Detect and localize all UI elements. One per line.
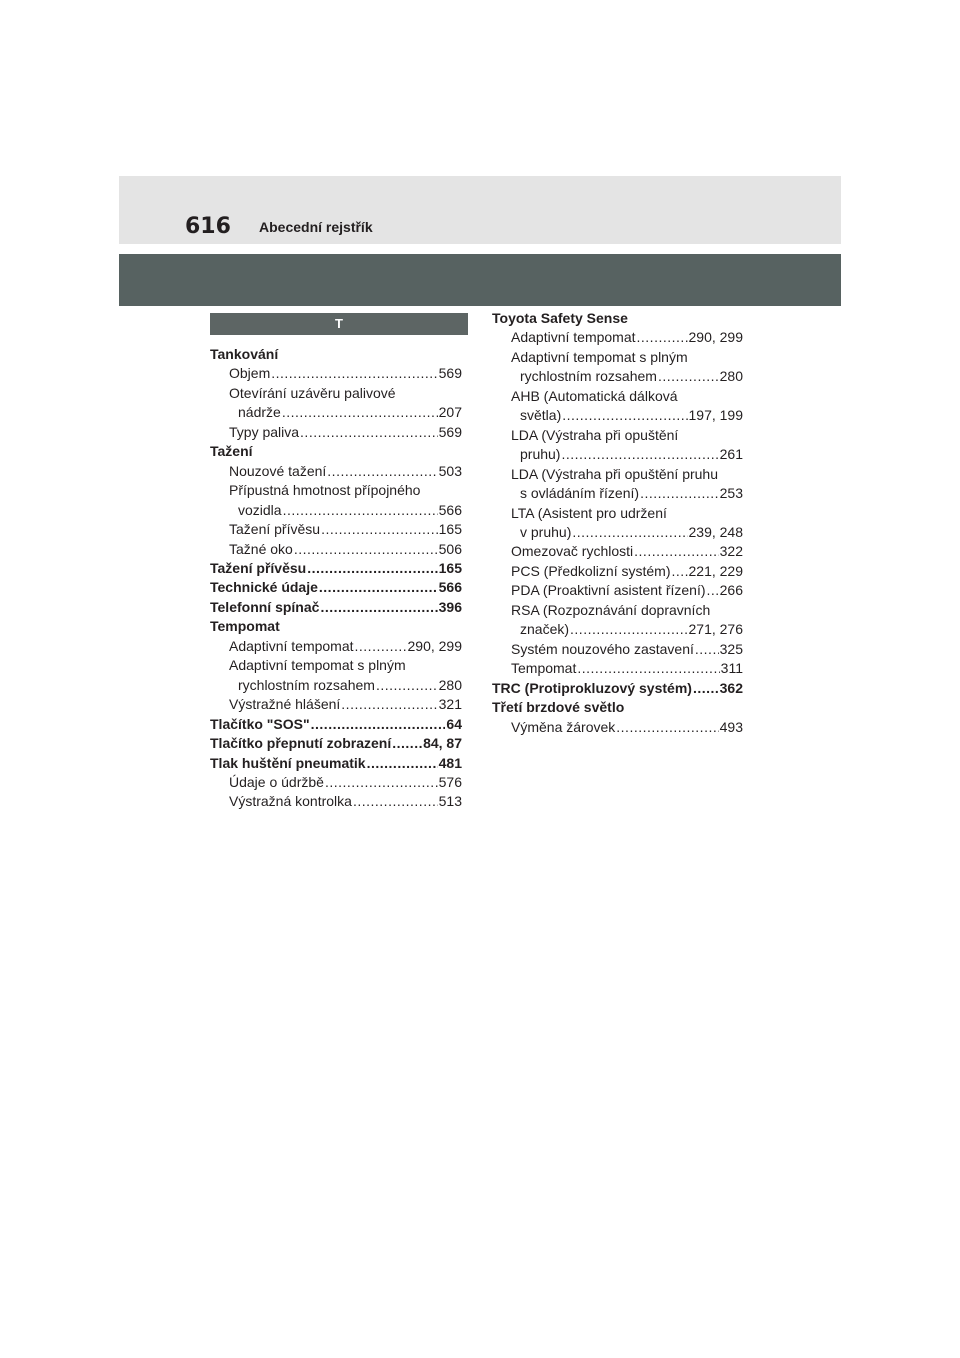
page-number: 616	[185, 214, 231, 239]
index-entry	[492, 542, 743, 561]
dot-leader	[311, 715, 446, 734]
index-entry-pages: 221, 229	[688, 562, 743, 579]
index-entry	[492, 328, 743, 347]
index-entry	[210, 773, 462, 792]
dot-leader	[320, 598, 437, 617]
dot-leader	[294, 540, 438, 559]
dot-leader	[572, 523, 687, 542]
dot-leader	[271, 364, 437, 383]
index-entry-term: pruhu)	[520, 446, 561, 463]
dot-leader	[562, 406, 687, 425]
dot-leader	[282, 403, 438, 422]
index-entry-line: LDA (Výstraha při opuštění	[511, 426, 679, 443]
dot-leader	[353, 792, 438, 811]
index-entry-term: světla)	[520, 407, 562, 424]
dot-leader	[561, 445, 718, 464]
dot-leader	[577, 659, 719, 678]
dot-leader	[300, 423, 438, 442]
index-entry	[210, 792, 462, 811]
index-entry-pages: 84, 87	[423, 735, 462, 752]
index-entry-term: Tažení přívěsu	[229, 521, 321, 538]
index-entry-pages: 362	[719, 679, 743, 696]
index-entry-pages: 325	[719, 640, 743, 657]
index-entry-line: Přípustná hmotnost přípojného	[229, 482, 421, 499]
dot-leader	[321, 520, 438, 539]
index-entry-pages: 239, 248	[688, 523, 743, 540]
index-entry-term: Tlačítko přepnutí zobrazení	[210, 735, 392, 752]
index-entry-pages: 207	[438, 404, 462, 421]
dot-leader	[616, 718, 718, 737]
dot-leader	[634, 542, 718, 561]
dot-leader	[341, 695, 437, 714]
index-entry-pages: 566	[438, 579, 462, 596]
index-entry	[210, 676, 462, 695]
index-heading: Tempomat	[210, 618, 280, 635]
index-entry-line: AHB (Automatická dálková	[511, 387, 678, 404]
dot-leader	[695, 640, 719, 659]
index-entry-pages: 64	[446, 715, 462, 732]
index-entry	[210, 695, 462, 714]
index-entry-term: Tažné oko	[229, 540, 293, 557]
dot-leader	[319, 578, 438, 597]
index-entry-pages: 280	[438, 676, 462, 693]
index-entry-pages: 513	[438, 793, 462, 810]
index-entry	[492, 581, 743, 600]
index-entry-term: Objem	[229, 365, 271, 382]
index-entry-pages: 493	[719, 718, 743, 735]
index-entry	[492, 640, 743, 659]
index-entry-pages: 165	[438, 559, 462, 576]
index-entry-term: vozidla	[238, 501, 282, 518]
index-entry-pages: 253	[719, 485, 743, 502]
dot-leader	[707, 581, 719, 600]
index-entry	[210, 734, 462, 753]
index-entry-term: Tlak huštění pneumatik	[210, 754, 366, 771]
index-entry	[210, 501, 462, 520]
index-letter: T	[210, 313, 468, 335]
index-entry-term: rychlostním rozsahem	[520, 368, 657, 385]
index-entry	[492, 659, 743, 678]
index-entry-pages: 503	[438, 462, 462, 479]
index-entry-pages: 506	[438, 540, 462, 557]
index-entry-term: TRC (Protiprokluzový systém)	[492, 679, 692, 696]
index-heading: Tažení	[210, 443, 253, 460]
index-entry-term: značek)	[520, 621, 570, 638]
index-entry-term: Telefonní spínač	[210, 598, 320, 615]
index-entry-line: LTA (Asistent pro udržení	[511, 504, 667, 521]
index-entry	[210, 598, 462, 617]
index-entry-pages: 290, 299	[407, 637, 462, 654]
index-heading: Toyota Safety Sense	[492, 310, 628, 326]
dot-leader	[376, 676, 438, 695]
index-entry	[492, 406, 743, 425]
index-entry-term: Údaje o údržbě	[229, 773, 324, 790]
index-column-right	[492, 309, 743, 737]
index-entry-pages: 261	[719, 446, 743, 463]
index-entry-term: Typy paliva	[229, 423, 300, 440]
index-entry-pages: 569	[438, 365, 462, 382]
index-entry	[210, 754, 462, 773]
index-entry	[492, 620, 743, 639]
index-entry-term: s ovládáním řízení)	[520, 485, 640, 502]
index-entry-pages: 566	[438, 501, 462, 518]
index-entry-term: nádrže	[238, 404, 281, 421]
dot-leader	[327, 462, 437, 481]
index-heading: Tankování	[210, 346, 279, 362]
index-entry	[210, 520, 462, 539]
index-entry-pages: 271, 276	[688, 621, 743, 638]
index-entry-term: Tažení přívěsu	[210, 559, 307, 576]
index-entry-line: Adaptivní tempomat s plným	[229, 657, 406, 674]
dot-leader	[325, 773, 438, 792]
index-entry-line: LDA (Výstraha při opuštění pruhu	[511, 465, 719, 482]
index-entry-line: Otevírání uzávěru palivové	[229, 384, 396, 401]
index-entry-term: Adaptivní tempomat	[229, 637, 354, 654]
index-heading: Třetí brzdové světlo	[492, 699, 625, 716]
dot-leader	[637, 328, 688, 347]
dot-leader	[693, 679, 719, 698]
index-entry	[210, 403, 462, 422]
dot-leader	[283, 501, 438, 520]
index-entry-term: Systém nouzového zastavení	[511, 640, 694, 657]
index-entry	[492, 718, 743, 737]
index-entry-term: PCS (Předkolizní systém)	[511, 562, 671, 579]
index-entry-pages: 280	[719, 368, 743, 385]
index-entry-term: v pruhu)	[520, 523, 572, 540]
index-entry	[210, 462, 462, 481]
dot-leader	[307, 559, 437, 578]
index-entry-term: Omezovač rychlosti	[511, 543, 634, 560]
index-entry-line: RSA (Rozpoznávání dopravních	[511, 601, 711, 618]
index-entry-pages: 311	[720, 660, 743, 677]
index-entry-term: Tlačítko "SOS"	[210, 715, 310, 732]
index-entry-term: Výměna žárovek	[511, 718, 616, 735]
dot-leader	[658, 367, 719, 386]
index-entry-term: Výstražná kontrolka	[229, 793, 352, 810]
index-entry-pages: 266	[719, 582, 743, 599]
index-entry	[492, 367, 743, 386]
dot-leader	[367, 754, 438, 773]
dot-leader	[570, 620, 687, 639]
index-entry-pages: 197, 199	[688, 407, 743, 424]
dot-leader	[671, 562, 687, 581]
index-entry-pages: 290, 299	[688, 329, 743, 346]
dot-leader	[392, 734, 422, 753]
index-column-left	[210, 345, 462, 812]
index-entry-pages: 576	[438, 773, 462, 790]
index-entry	[210, 715, 462, 734]
index-entry	[210, 559, 462, 578]
index-entry-term: Technické údaje	[210, 579, 318, 596]
index-entry-term: Adaptivní tempomat	[511, 329, 636, 346]
index-entry-term: Výstražné hlášení	[229, 696, 341, 713]
index-entry	[492, 562, 743, 581]
header-band	[119, 254, 841, 306]
index-entry	[492, 679, 743, 698]
dot-leader	[355, 637, 407, 656]
index-entry	[492, 484, 743, 503]
section-title: Abecední rejstřík	[259, 219, 373, 235]
index-entry	[492, 445, 743, 464]
dot-leader	[640, 484, 719, 503]
index-entry	[210, 637, 462, 656]
index-entry-term: Tempomat	[511, 660, 577, 677]
index-entry-pages: 569	[438, 423, 462, 440]
index-entry-pages: 396	[438, 598, 462, 615]
index-entry-line: Adaptivní tempomat s plným	[511, 348, 688, 365]
index-entry	[492, 523, 743, 542]
index-entry	[210, 364, 462, 383]
index-entry-pages: 481	[438, 754, 462, 771]
index-entry	[210, 423, 462, 442]
index-entry	[210, 540, 462, 559]
index-entry-pages: 322	[719, 543, 743, 560]
index-entry-pages: 321	[438, 696, 462, 713]
index-entry-term: Nouzové tažení	[229, 462, 327, 479]
index-entry-pages: 165	[438, 521, 462, 538]
index-entry	[210, 578, 462, 597]
index-entry-term: PDA (Proaktivní asistent řízení)	[511, 582, 706, 599]
index-entry-term: rychlostním rozsahem	[238, 676, 375, 693]
